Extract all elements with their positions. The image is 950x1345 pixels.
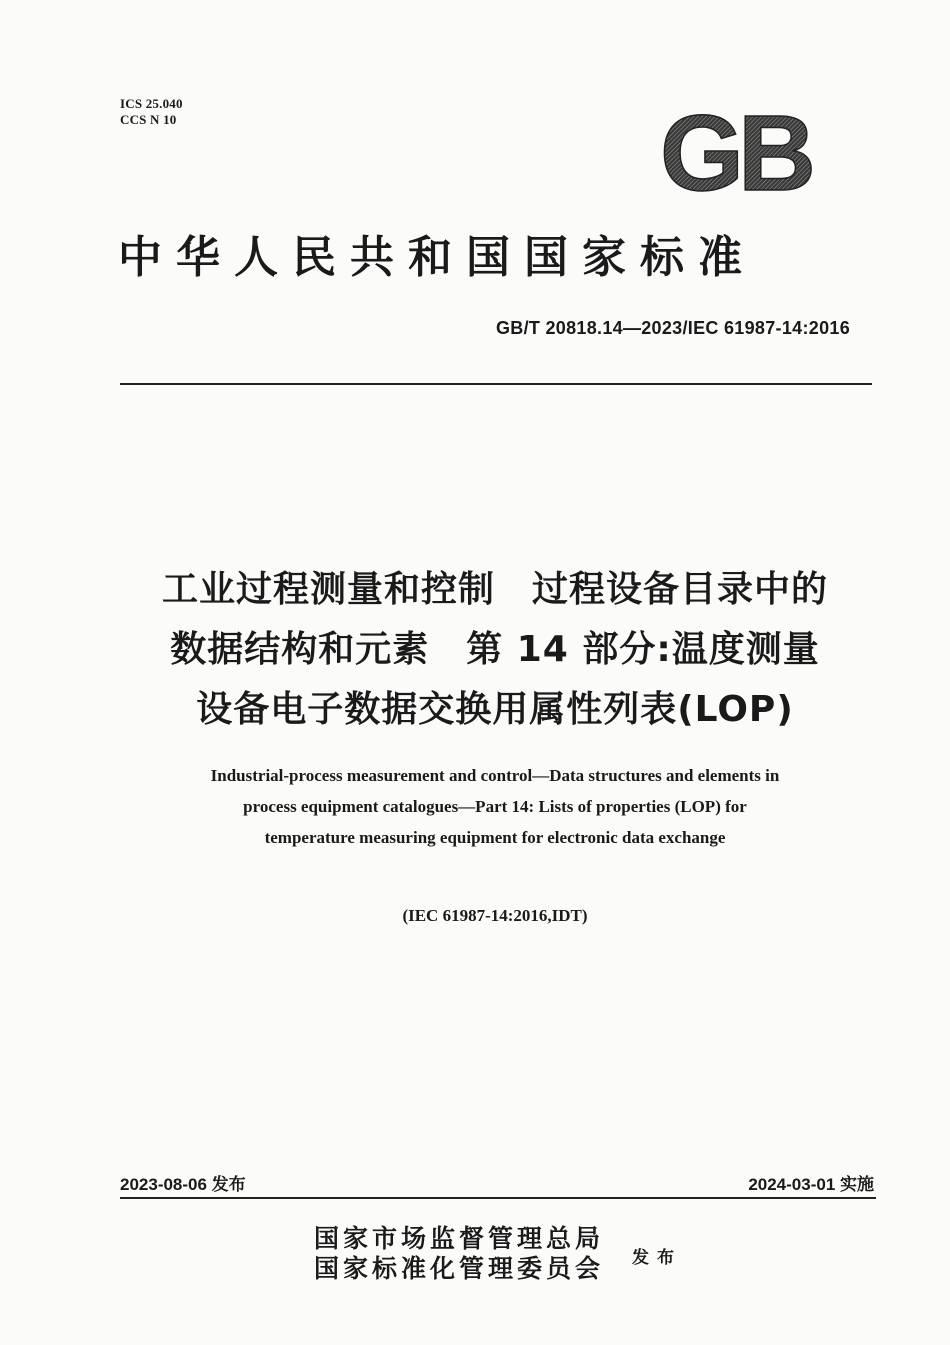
classification-codes — [120, 96, 183, 128]
gb-logo — [640, 102, 830, 200]
publish-label: 发布 — [632, 1248, 682, 1268]
issuer-sac: 国家标准化管理委员会 — [314, 1254, 605, 1283]
chinese-title-line-2: 数据结构和元素 第 14 部分:温度测量 — [170, 629, 820, 670]
standard-number: GB/T 20818.14—2023/IEC 61987-14:2016 — [495, 318, 850, 338]
ics-code: ICS 25.040 — [120, 96, 183, 111]
top-divider — [120, 383, 872, 385]
chinese-title-line-3: 设备电子数据交换用属性列表(LOP) — [196, 689, 794, 730]
issuing-authorities — [314, 1224, 604, 1284]
issue-date: 2023-08-06 发布 — [120, 1175, 246, 1194]
implementation-date: 2024-03-01 实施 — [748, 1175, 874, 1194]
gb-logo-text: GB — [660, 102, 810, 200]
chinese-title-line-1: 工业过程测量和控制 过程设备目录中的 — [161, 569, 828, 610]
national-standard-heading: 中华人民共和国国家标准 — [118, 232, 756, 283]
chinese-title — [60, 560, 930, 740]
issuer-samr: 国家市场监督管理总局 — [314, 1224, 605, 1253]
english-title-line-2: process equipment catalogues—Part 14: Lists of properties (LOP) for — [243, 797, 747, 816]
english-title — [60, 760, 930, 853]
english-title-line-1: Industrial-process measurement and control—Data structures and elements in — [210, 766, 780, 785]
iec-reference: (IEC 61987-14:2016,IDT) — [402, 906, 588, 925]
bottom-divider — [120, 1197, 876, 1199]
ccs-code: CCS N 10 — [120, 112, 177, 127]
english-title-line-3: temperature measuring equipment for electronic data exchange — [264, 828, 726, 847]
